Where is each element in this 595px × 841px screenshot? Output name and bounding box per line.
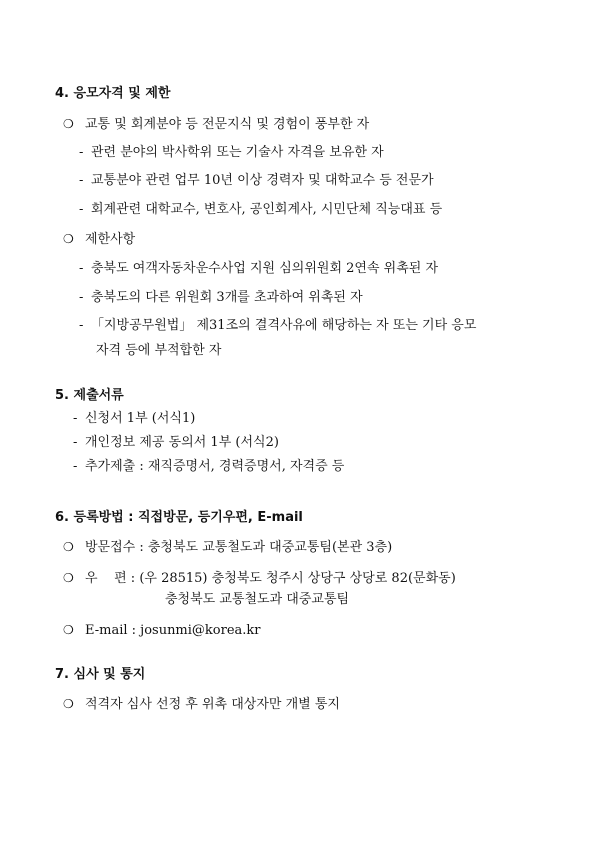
circle-bullet-icon: ❍	[63, 571, 74, 585]
list-item	[79, 173, 434, 189]
list-item	[79, 261, 438, 277]
list-item-text: 회계관련 대학교수, 변호사, 공인회계사, 시민단체 직능대표 등	[91, 202, 443, 217]
dash-marker: -	[79, 202, 84, 217]
mail-address: (우 28515) 충청북도 청주시 상당구 상당로 82(문화동)	[139, 571, 456, 586]
dash-marker: -	[73, 411, 78, 426]
dash-marker: -	[79, 173, 84, 188]
dash-marker: -	[79, 261, 84, 276]
list-item	[73, 459, 344, 475]
circle-bullet-icon: ❍	[63, 697, 74, 711]
circle-bullet-icon: ❍	[63, 117, 74, 131]
bullet-qualification	[63, 116, 369, 133]
circle-bullet-icon: ❍	[63, 540, 74, 554]
email-text: E-mail : josunmi@korea.kr	[85, 623, 261, 638]
list-item-text: 「지방공무원법」 제31조의 결격사유에 해당하는 자 또는 기타 응모	[91, 318, 477, 333]
bullet-text: 교통 및 회계분야 등 전문지식 및 경험이 풍부한 자	[85, 117, 370, 132]
dash-marker: -	[73, 459, 78, 474]
mail-address-line2: 충청북도 교통철도과 대중교통팀	[165, 592, 350, 607]
mail-label: 우 편 :	[85, 571, 136, 586]
list-item	[79, 318, 476, 334]
dash-marker: -	[79, 290, 84, 305]
list-item	[79, 290, 363, 306]
bullet-text: 제한사항	[85, 232, 136, 247]
list-item-text: 관련 분야의 박사학위 또는 기술사 자격을 보유한 자	[91, 145, 384, 160]
list-item	[73, 435, 279, 451]
list-item-text: 개인정보 제공 동의서 1부 (서식2)	[85, 435, 279, 450]
list-item-text: 충북도 여객자동차운수사업 지원 심의위원회 2연속 위촉된 자	[91, 261, 439, 276]
dash-marker: -	[79, 318, 84, 333]
bullet-text: 방문접수 : 충청북도 교통철도과 대중교통팀(본관 3층)	[85, 540, 393, 555]
list-item	[79, 202, 442, 218]
circle-bullet-icon: ❍	[63, 623, 74, 637]
section-6-heading: 6. 등록방법 : 직접방문, 등기우편, E-mail	[55, 510, 303, 525]
circle-bullet-icon: ❍	[63, 232, 74, 246]
bullet-text: 적격자 심사 선정 후 위촉 대상자만 개별 통지	[85, 697, 340, 712]
section-4-heading: 4. 응모자격 및 제한	[55, 86, 171, 101]
list-item-text: 충북도의 다른 위원회 3개를 초과하여 위촉된 자	[91, 290, 363, 305]
bullet-email	[63, 622, 261, 639]
list-item	[73, 411, 195, 427]
dash-marker: -	[73, 435, 78, 450]
list-item-text: 추가제출 : 재직증명서, 경력증명서, 자격증 등	[85, 459, 345, 474]
list-item-text: 신청서 1부 (서식1)	[85, 411, 196, 426]
bullet-limitation	[63, 231, 135, 248]
bullet-mail	[63, 570, 456, 587]
list-item-continuation: 자격 등에 부적합한 자	[96, 343, 222, 358]
section-7-heading: 7. 심사 및 통지	[55, 667, 146, 682]
bullet-notification	[63, 696, 340, 713]
dash-marker: -	[79, 145, 84, 160]
list-item-text: 교통분야 관련 업무 10년 이상 경력자 및 대학교수 등 전문가	[91, 173, 434, 188]
section-5-heading: 5. 제출서류	[55, 388, 124, 403]
list-item	[79, 145, 384, 161]
bullet-visit	[63, 539, 392, 556]
